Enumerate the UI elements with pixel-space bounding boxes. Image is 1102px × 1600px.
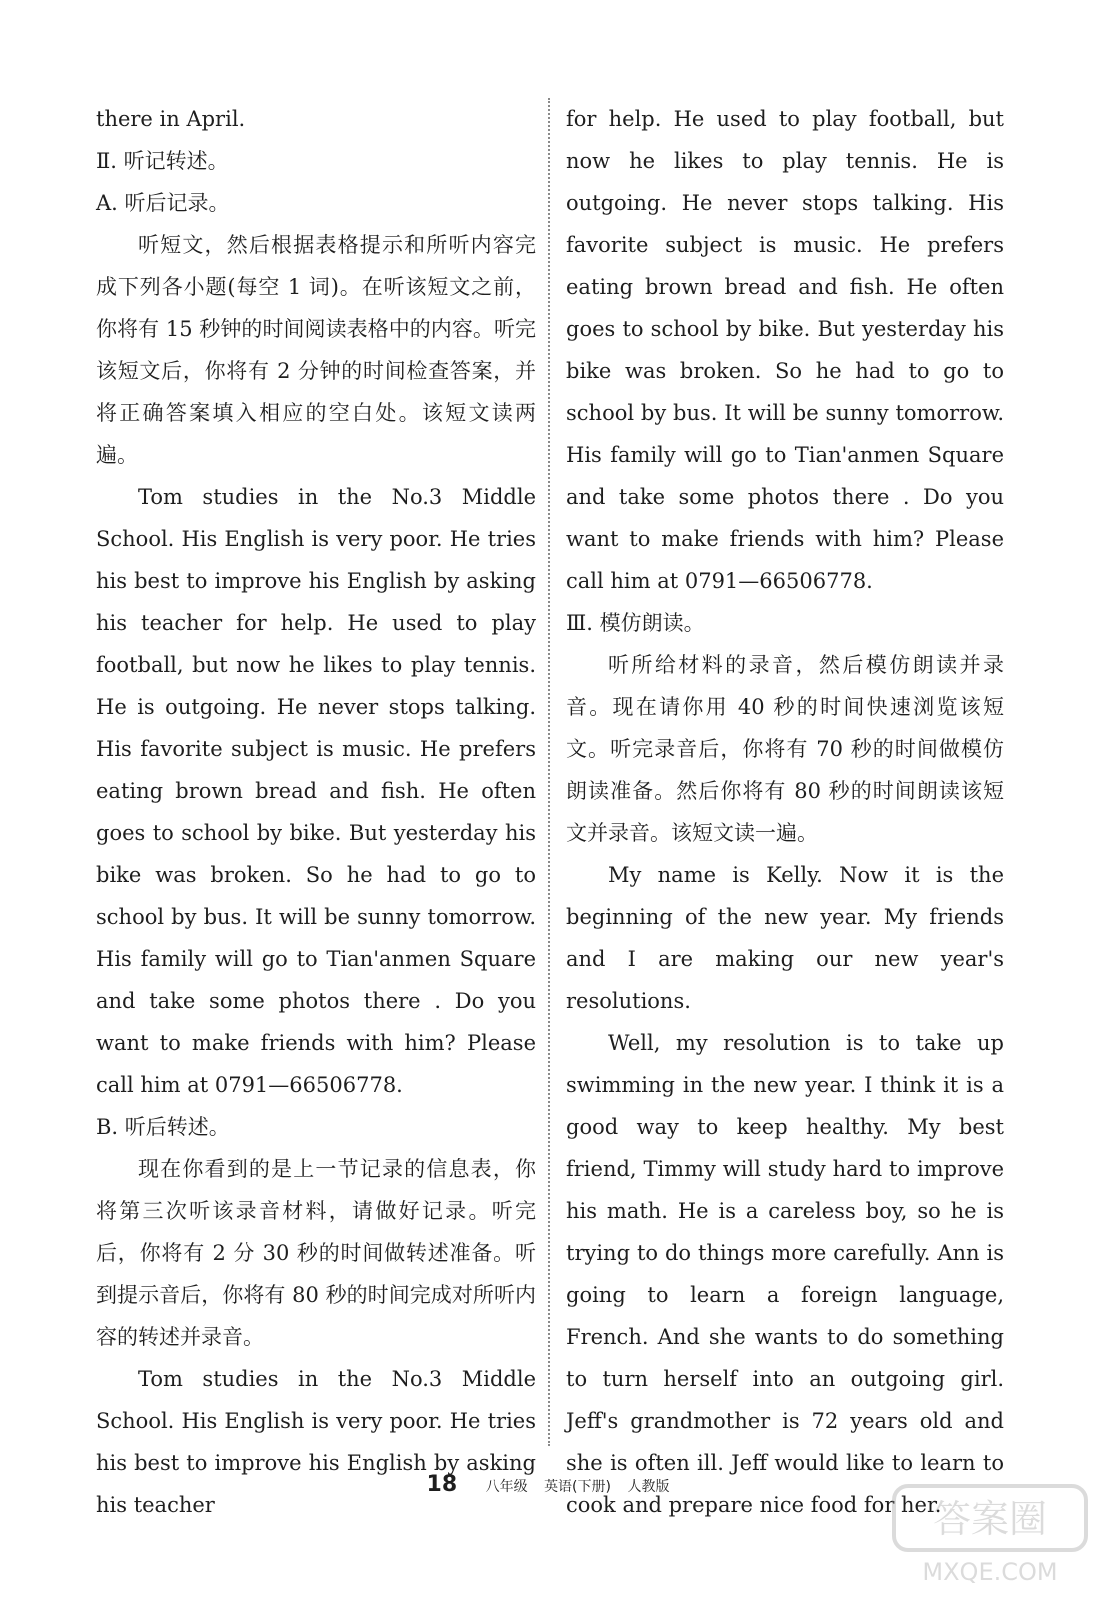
paragraph: 现在你看到的是上一节记录的信息表，你将第三次听该录音材料，请做好记录。听完后，你将有 2 分 30 秒的时间做转述准备。听到提示音后，你将有 80 秒的时间完成对所听内容的转述并录音。 <box>96 1157 536 1349</box>
paragraph: 听短文，然后根据表格提示和所听内容完成下列各小题(每空 1 词)。在听该短文之前，你将有 15 秒钟的时间阅读表格中的内容。听完该短文后，你将有 2 分钟的时间检查答案，并将正确答案填入相应的空白处。该短文读两遍。 <box>96 233 536 467</box>
paragraph: Tom studies in the No.3 Middle School. His English is very poor. He tries his best to improve his English by asking his teacher for help. He used to play football, but now he likes to play tennis. He is outgoing. He never stops talking. His favorite subject is music. He prefers eating brown bread and fish. He often goes to school by bike. But yesterday his bike was broken. So he had to go to school by bus. It will be sunny tomorrow. His family will go to Tian'anmen Square and take some photos there . Do you want to make friends with him? Please call him at 0791—66506778. <box>96 485 536 1097</box>
column-divider <box>548 98 550 1446</box>
section-heading: B. 听后转述。 <box>96 1115 230 1139</box>
section-heading: A. 听后记录。 <box>96 191 230 215</box>
section-heading: Ⅲ. 模仿朗读。 <box>566 611 705 635</box>
paragraph: for help. He used to play football, but now he likes to play tennis. He is outgoing. He never stops talking. His favorite subject is music. He prefers eating brown bread and fish. He often goes to school by bike. But yesterday his bike was broken. So he had to go to school by bus. It will be sunny tomorrow. His family will go to Tian'anmen Square and take some photos there . Do you want to make friends with him? Please call him at 0791—66506778. <box>566 107 1004 593</box>
grade-label: 八年级 <box>485 1479 528 1495</box>
paragraph: Tom studies in the No.3 Middle School. His English is very poor. He tries his best to improve his English by asking his teacher <box>96 1367 536 1517</box>
paragraph: there in April. <box>96 107 246 131</box>
section-heading: Ⅱ. 听记转述。 <box>96 149 229 173</box>
page-number: 18 <box>426 1472 458 1497</box>
paragraph: My name is Kelly. Now it is the beginning of the new year. My friends and I are making our new year's resolutions. <box>566 863 1004 1013</box>
paragraph: Well, my resolution is to take up swimming in the new year. I think it is a good way to keep healthy. My best friend, Timmy will study hard to improve his math. He is a careless boy, so he is trying to do things more carefully. Ann is going to learn a foreign language, French. And she wants to do something to turn herself into an outgoing girl. Jeff's grandmother is 72 years old and she is often ill. Jeff would like to learn to cook and prepare nice food for her. <box>566 1031 1004 1517</box>
edition-label: 人教版 <box>627 1479 670 1495</box>
watermark-logo <box>890 1480 1090 1590</box>
watermark-brand: 答案圈 <box>932 1497 1048 1541</box>
watermark-domain: MXQE.COM <box>922 1558 1058 1586</box>
right-column <box>566 98 1004 1526</box>
subject-label: 英语(下册) <box>544 1479 611 1495</box>
left-column <box>96 98 536 1526</box>
paragraph: 听所给材料的录音，然后模仿朗读并录音。现在请你用 40 秒的时间快速浏览该短文。听完录音后，你将有 70 秒的时间做模仿朗读准备。然后你将有 80 秒的时间朗读该短文并录音。该短文读一遍。 <box>566 653 1004 845</box>
